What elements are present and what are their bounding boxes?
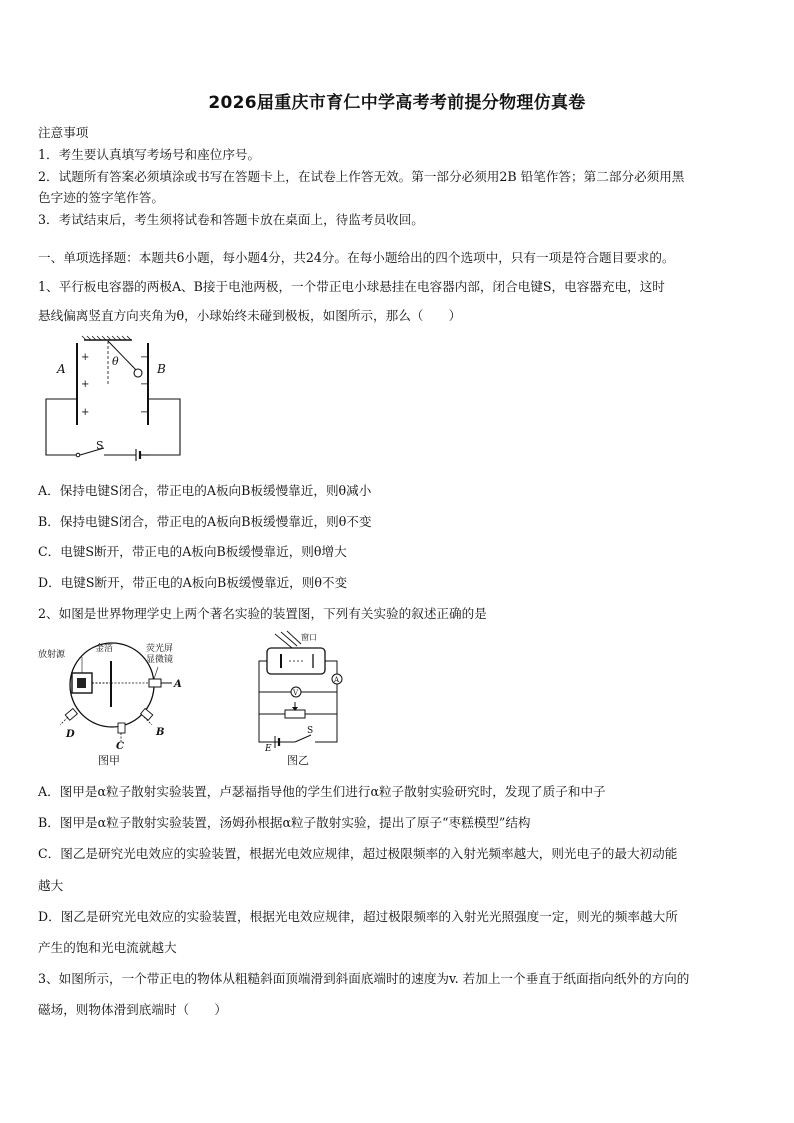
notice-heading: 注意事项: [38, 125, 89, 140]
alpha-scattering-figure: [38, 637, 188, 767]
plus-sign: +: [81, 352, 90, 363]
section-heading: 一、单项选择题：本题共6小题，每小题4分，共24分。在每小题给出的四个选项中，只有一项是符合题目要求的。: [38, 250, 675, 265]
q3-stem-line: 磁场，则物体滑到底端时（ ）: [38, 1002, 227, 1017]
q2-option: A．图甲是α粒子散射实验装置，卢瑟福指导他的学生们进行α粒子散射实验研究时，发现了质子和中子: [38, 784, 606, 799]
position-c-label: C: [116, 741, 124, 752]
microscope-label: 显微镜: [146, 655, 174, 665]
capacitor-figure: [40, 335, 190, 465]
plus-sign: +: [81, 407, 90, 418]
screen-label: 荧光屏: [146, 644, 174, 654]
q1-option: A．保持电键S闭合，带正电的A板向B板缓慢靠近，则θ减小: [38, 483, 372, 498]
q2-option-continuation: 产生的饱和光电流就越大: [38, 940, 177, 955]
angle-theta-label: θ: [112, 355, 119, 368]
q2-option-continuation: 越大: [38, 878, 64, 893]
foil-label: 金箔: [95, 644, 114, 654]
q1-option: C．电键S断开，带正电的A板向B板缓慢靠近，则θ增大: [38, 544, 347, 559]
notice-item: 2．试题所有答案必须填涂或书写在答题卡上，在试卷上作答无效。第一部分必须用2B 铅笔作答；第二部分必须用黑: [38, 169, 685, 184]
figure-yi-caption: 图乙: [287, 754, 309, 767]
window-label: 窗口: [301, 633, 317, 642]
plus-sign: +: [81, 379, 90, 390]
q2-option: B．图甲是α粒子散射实验装置，汤姆孙根据α粒子散射实验，提出了原子“枣糕模型”结构: [38, 815, 531, 830]
q2-option: C．图乙是研究光电效应的实验装置，根据光电效应规律，超过极限频率的入射光频率越大，则光电子的最大初动能: [38, 846, 678, 861]
position-a-label: A: [174, 679, 182, 690]
page-title: 2026届重庆市育仁中学高考考前提分物理仿真卷: [208, 93, 586, 113]
q1-option: D．电键S断开，带正电的A板向B板缓慢靠近，则θ不变: [38, 575, 348, 590]
q1-stem-line: 悬线偏离竖直方向夹角为θ，小球始终未碰到极板，如图所示，那么（ ）: [38, 308, 462, 323]
q3-stem-line: 3、如图所示，一个带正电的物体从粗糙斜面顶端滑到斜面底端时的速度为v. 若加上一个垂直于纸面指向纸外的方向的: [38, 971, 690, 986]
position-d-label: D: [66, 729, 75, 740]
minus-sign: −: [140, 407, 149, 418]
minus-sign: −: [140, 352, 149, 363]
switch-label: S: [96, 439, 104, 452]
notice-item: 3．考试结束后，考生须将试卷和答题卡放在桌面上，待监考员收回。: [38, 212, 424, 227]
plate-a-label: A: [57, 362, 66, 376]
switch-label: S: [307, 726, 314, 736]
minus-sign: −: [140, 379, 149, 390]
photoelectric-figure: [255, 630, 365, 767]
notice-item: 1．考生要认真填写考场号和座位序号。: [38, 147, 261, 162]
voltmeter-label: V: [293, 689, 299, 697]
notice-item: 色字迹的签字笔作答。: [38, 190, 164, 205]
q2-option: D．图乙是研究光电效应的实验装置，根据光电效应规律，超过极限频率的入射光光照强度一定，则光的频率越大所: [38, 909, 678, 924]
source-label: 放射源: [38, 650, 66, 660]
battery-label: E: [265, 744, 272, 754]
q2-stem: 2、如图是世界物理学史上两个著名实验的装置图，下列有关实验的叙述正确的是: [38, 606, 487, 621]
q1-stem-line: 1、平行板电容器的两极A、B接于电池两极，一个带正电小球悬挂在电容器内部，闭合电键S，电容器充电，这时: [38, 279, 665, 294]
figure-jia-caption: 图甲: [98, 754, 120, 767]
q1-option: B．保持电键S闭合，带正电的A板向B板缓慢靠近，则θ不变: [38, 514, 372, 529]
position-b-label: B: [156, 727, 165, 738]
ammeter-label: A: [334, 676, 340, 684]
plate-b-label: B: [157, 362, 166, 376]
